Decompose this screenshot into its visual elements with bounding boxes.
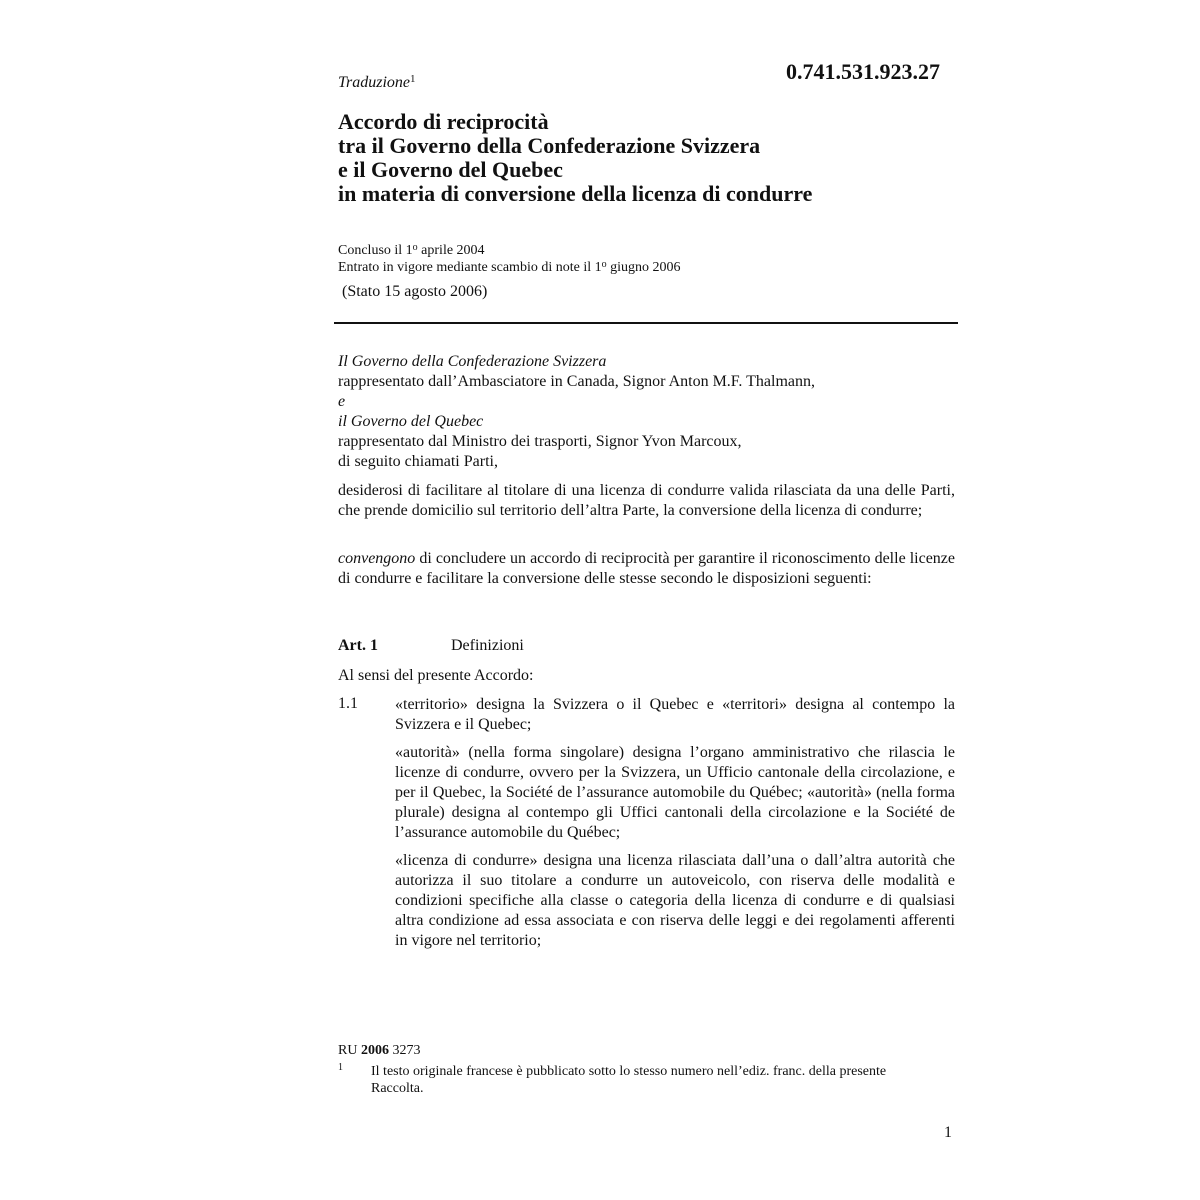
title-line: Accordo di reciprocità xyxy=(338,109,549,134)
item-number: 1.1 xyxy=(338,695,358,712)
sr-number: 0.741.531.923.27 xyxy=(786,59,940,84)
article-intro: Al sensi del presente Accordo: xyxy=(338,667,534,684)
page-number: 1 xyxy=(944,1124,952,1141)
translation-label: Traduzione$^1$ xyxy=(338,73,416,91)
concluded-date: Concluso il 1$^o$ aprile 2004 xyxy=(338,242,485,258)
document-title xyxy=(338,110,978,206)
article-title: Definizioni xyxy=(451,637,524,654)
party-quebec-representative: rappresentato dal Ministro dei trasporti, Signor Yvon Marcoux, xyxy=(338,433,742,450)
definition-driving-licence: «licenza di condurre» designa una licenza rilasciata dall’una o dall’altra autorità che autorizza il suo titolare a condurre un autoveicolo, con riserva delle modalità e condizioni specifiche alla classe o categoria della licenza di condurre e di qualsiasi altra condizione ad essa associata e con riserva delle leggi e dei regolamenti afferenti in vigore nel territorio; xyxy=(395,852,955,949)
title-line: e il Governo del Quebec xyxy=(338,157,563,182)
party-switzerland: Il Governo della Confederazione Svizzera xyxy=(338,353,607,370)
header-divider xyxy=(334,322,958,324)
party-quebec: il Governo del Quebec xyxy=(338,413,484,430)
preamble-desiring: desiderosi di facilitare al titolare di una licenza di condurre valida rilasciata da una delle Parti, che prende domicilio sul territorio dell’altra Parte, la conversione della licenza di condurre; xyxy=(338,482,955,519)
status-date: (Stato 15 agosto 2006) xyxy=(342,283,488,300)
conclusion-dates xyxy=(338,242,681,276)
article-number: Art. 1 xyxy=(338,637,378,654)
footnote-number: 1 xyxy=(338,1062,343,1073)
preamble-agree: convengono di concludere un accordo di reciprocità per garantire il riconoscimento delle licenze di condurre e facilitare la conversione delle stesse secondo le disposizioni seguenti: xyxy=(338,550,955,587)
title-line: tra il Governo della Confederazione Svizzera xyxy=(338,133,761,158)
preamble-parties xyxy=(338,352,815,472)
parties-definition: di seguito chiamati Parti, xyxy=(338,453,498,470)
conjunction: e xyxy=(338,393,346,410)
entry-into-force-date: Entrato in vigore mediante scambio di note il 1$^o$ giugno 2006 xyxy=(338,259,681,275)
footnote-text: Il testo originale francese è pubblicato sotto lo stesso numero nell’ediz. franc. della presente Raccolta. xyxy=(371,1064,887,1096)
title-line: in materia di conversione della licenza di condurre xyxy=(338,181,813,206)
definition-authority: «autorità» (nella forma singolare) designa l’organo amministrativo che rilascia le licenze di condurre, ovvero per la Svizzera, un Ufficio cantonale della circolazione, e per il Quebec, la Société de l’assurance automobile du Québec; «autorità» (nella forma plurale) designa al contempo gli Uffici cantonali della circolazione e la Société de l’assurance automobile du Québec; xyxy=(395,744,955,841)
party-switzerland-representative: rappresentato dall’Ambasciatore in Canada, Signor Anton M.F. Thalmann, xyxy=(338,373,815,390)
definition-territory: «territorio» designa la Svizzera o il Quebec e «territori» designa al contempo la Svizzera e il Quebec; xyxy=(395,696,955,733)
translation-footnote-mark[interactable]: 1 xyxy=(410,73,416,85)
official-compilation-reference: RU 2006 3273 xyxy=(338,1043,421,1058)
